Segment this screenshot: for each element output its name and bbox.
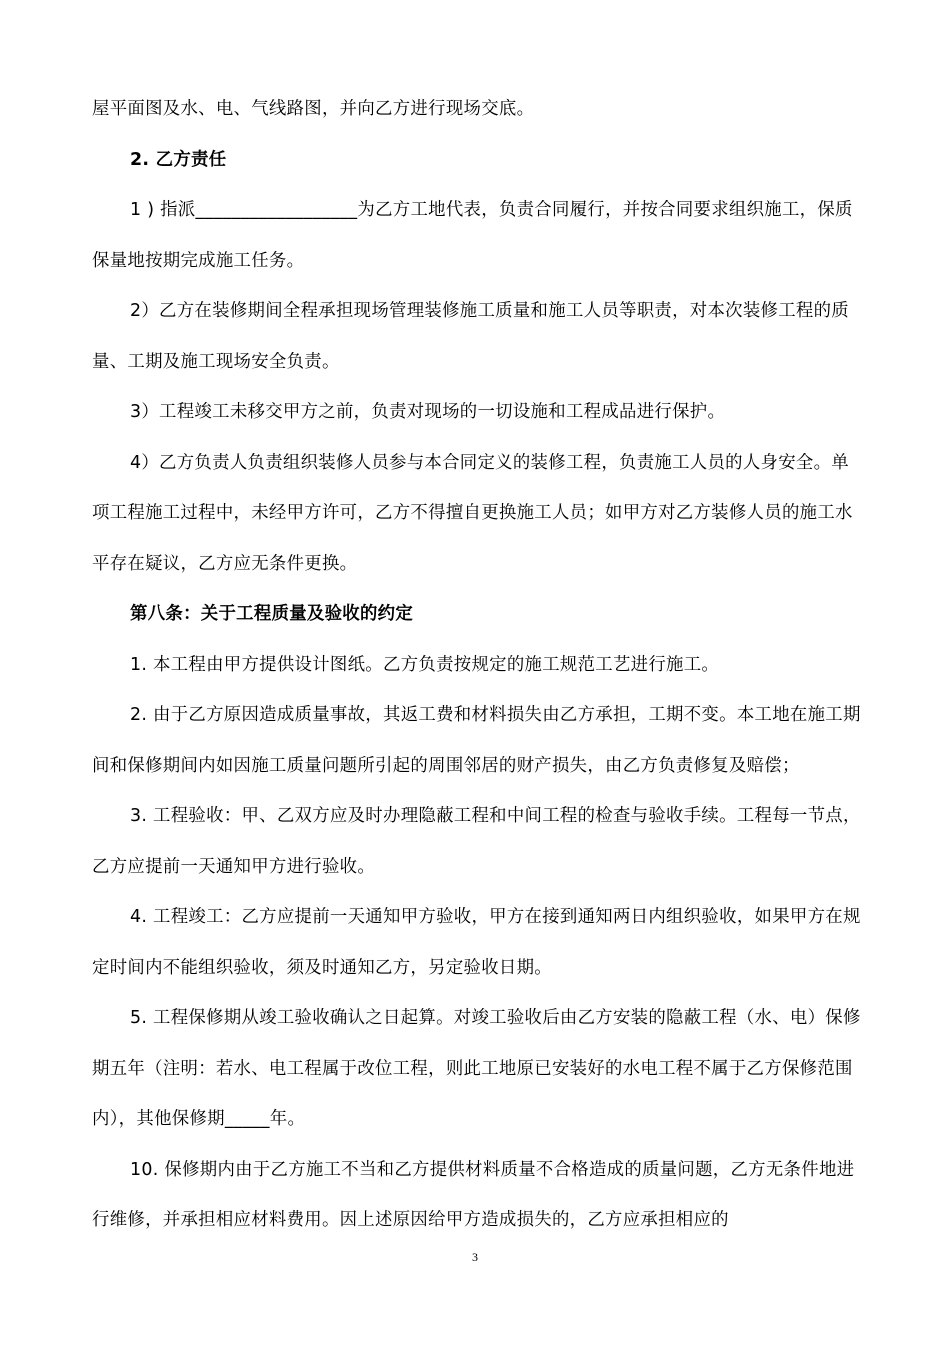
document-body <box>92 84 862 1246</box>
paragraph-clause: 5. 工程保修期从竣工验收确认之日起算。对竣工验收后由乙方安装的隐蔽工程（水、电）保修期五年（注明：若水、电工程属于改位工程，则此工地原已安装好的水电工程不属于乙方保修范围内），其他保修期_____年。 <box>92 1008 861 1129</box>
paragraph-clause: 10. 保修期内由于乙方施工不当和乙方提供材料质量不合格造成的质量问题，乙方无条件地进行维修，并承担相应材料费用。因上述原因给甲方造成损失的，乙方应承担相应的 <box>92 1159 855 1230</box>
paragraph-continuation: 屋平面图及水、电、气线路图，并向乙方进行现场交底。 <box>92 99 535 119</box>
paragraph-clause: 3. 工程验收：甲、乙双方应及时办理隐蔽工程和中间工程的检查与验收手续。工程每一节点，乙方应提前一天通知甲方进行验收。 <box>92 806 861 877</box>
paragraph-clause: 3）工程竣工未移交甲方之前，负责对现场的一切设施和工程成品进行保护。 <box>130 402 726 422</box>
paragraph-clause: 1. 本工程由甲方提供设计图纸。乙方负责按规定的施工规范工艺进行施工。 <box>130 654 720 675</box>
section-heading-party-b-responsibility: 2. 乙方责任 <box>130 149 227 170</box>
article-heading-quality-acceptance: 第八条：关于工程质量及验收的约定 <box>130 604 414 624</box>
page-number: 3 <box>472 1250 478 1264</box>
paragraph-clause: 4）乙方负责人负责组织装修人员参与本合同定义的装修工程，负责施工人员的人身安全。单项工程施工过程中，未经甲方许可，乙方不得擅自更换施工人员；如甲方对乙方装修人员的施工水平存在疑议，乙方应无条件更换。 <box>92 452 853 574</box>
paragraph-clause: 2）乙方在装修期间全程承担现场管理装修施工质量和施工人员等职责，对本次装修工程的质量、工期及施工现场安全负责。 <box>92 301 849 372</box>
paragraph-clause: 2. 由于乙方原因造成质量事故，其返工费和材料损失由乙方承担，工期不变。本工地在施工期间和保修期间内如因施工质量问题所引起的周围邻居的财产损失，由乙方负责修复及赔偿； <box>92 705 861 776</box>
paragraph-clause: 4. 工程竣工：乙方应提前一天通知甲方验收，甲方在接到通知两日内组织验收，如果甲方在规定时间内不能组织验收，须及时通知乙方，另定验收日期。 <box>92 907 861 978</box>
paragraph-clause: 1 ) 指派__________________为乙方工地代表，负责合同履行，并按合同要求组织施工，保质保量地按期完成施工任务。 <box>92 200 853 271</box>
